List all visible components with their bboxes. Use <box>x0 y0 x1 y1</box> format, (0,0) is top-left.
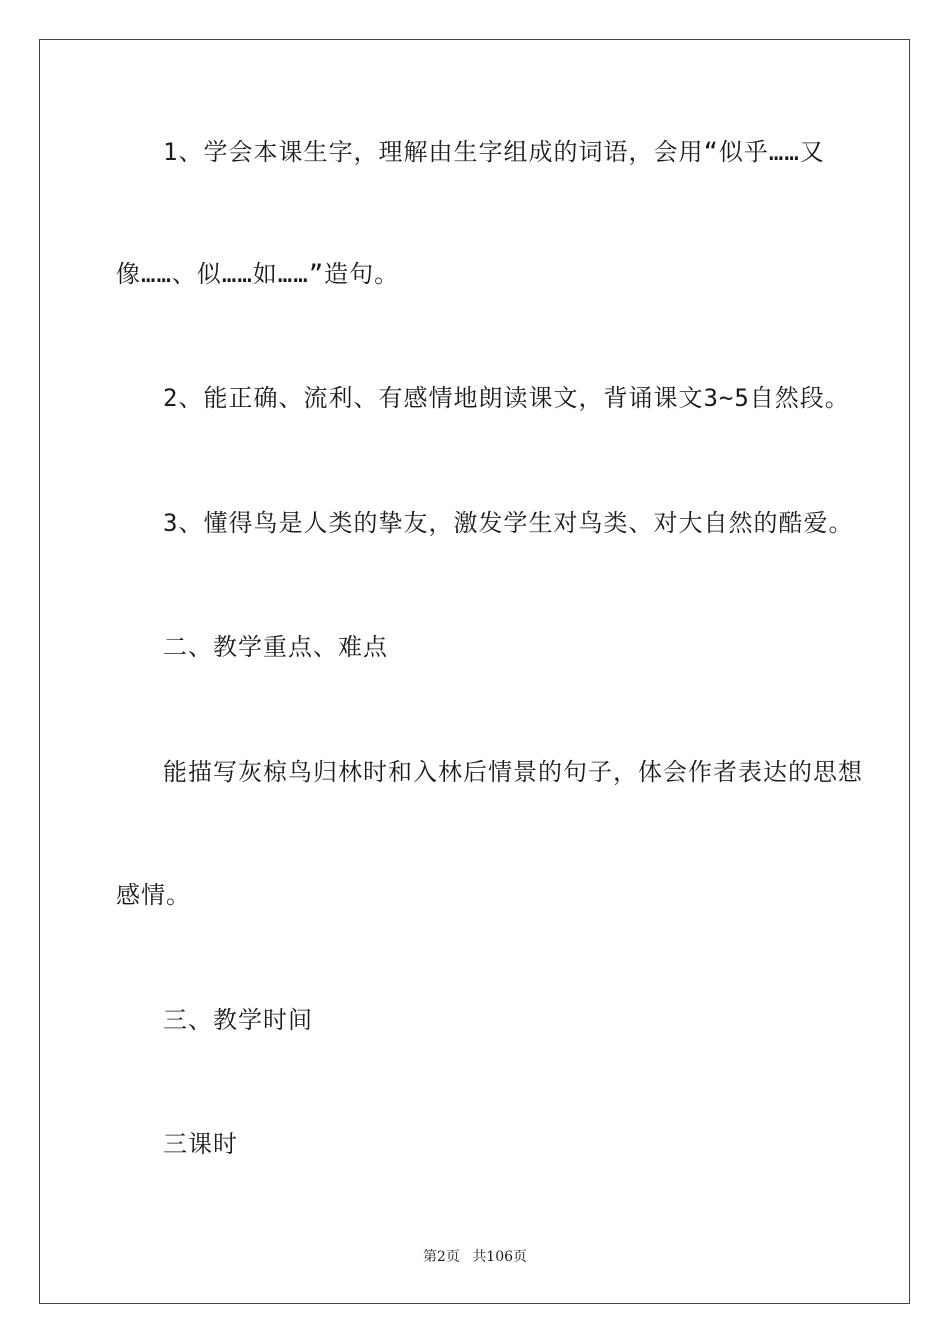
page-number: 第2页 <box>422 1249 460 1265</box>
key-points-line-2: 感情。 <box>116 881 191 909</box>
objective-1-line-1: 1、学会本课生字，理解由生字组成的词语，会用“似乎……又 <box>163 138 825 166</box>
total-pages: 共106页 <box>472 1249 528 1265</box>
teaching-time-value: 三课时 <box>163 1130 238 1158</box>
page-footer <box>0 1246 950 1266</box>
section-heading-teaching-time: 三、教学时间 <box>163 1006 313 1034</box>
section-heading-key-points: 二、教学重点、难点 <box>163 633 388 661</box>
page-border <box>39 39 910 1304</box>
objective-2: 2、能正确、流利、有感情地朗读课文，背诵课文3~5自然段。 <box>163 384 850 412</box>
objective-1-line-2: 像……、似……如……”造句。 <box>116 260 400 288</box>
objective-3: 3、懂得鸟是人类的挚友，激发学生对鸟类、对大自然的酷爱。 <box>163 509 854 537</box>
key-points-line-1: 能描写灰椋鸟归林时和入林后情景的句子，体会作者表达的思想 <box>163 758 863 786</box>
